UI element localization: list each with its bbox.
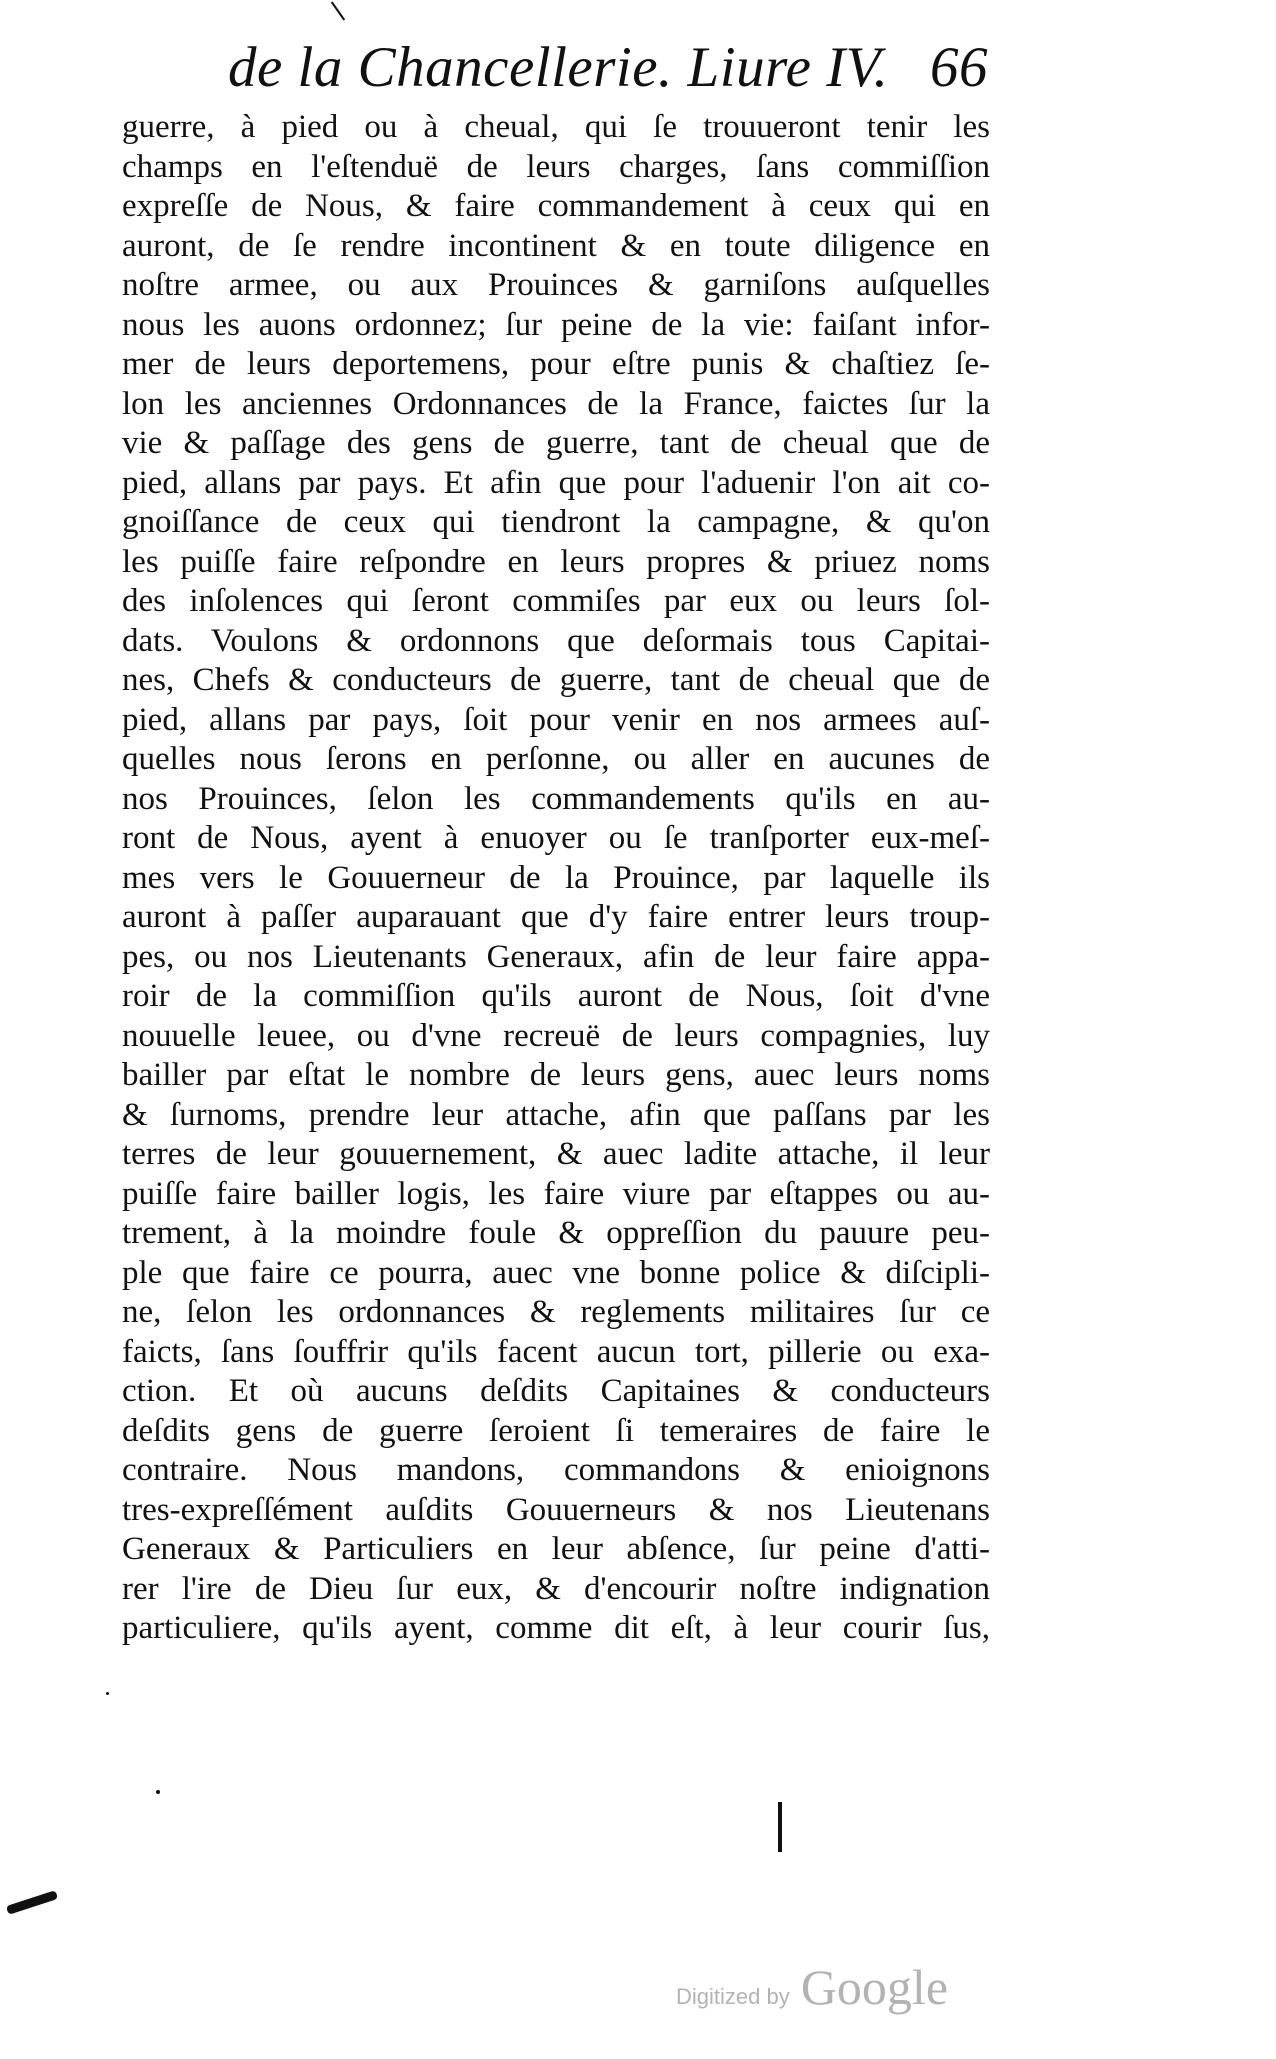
text-line: nouuelle leuee, ou d'vne recreuë de leurs compagnies, luy <box>122 1017 990 1054</box>
watermark-prefix: Digitized by <box>676 1984 790 2009</box>
page-number: 66 <box>930 36 988 99</box>
text-line: les puiſſe faire reſpondre en leurs propres & priuez noms <box>122 543 990 580</box>
text-line: vie & paſſage des gens de guerre, tant de cheual que de <box>122 425 990 461</box>
text-line: gnoiſſance de ceux qui tiendront la campagne, & qu'on <box>122 504 990 540</box>
text-line: pied, allans par pays, ſoit pour venir en nos armees auſ- <box>122 701 990 738</box>
text-line: dats. Voulons & ordonnons que deſormais tous Capitai- <box>122 622 990 659</box>
text-line: guerre, à pied ou à cheual, qui ſe trouueront tenir les <box>122 109 990 145</box>
text-line: pes, ou nos Lieutenants Generaux, afin de leur faire appa- <box>122 938 990 975</box>
text-line: mes vers le Gouuerneur de la Prouince, par laquelle ils <box>122 859 990 896</box>
text-line: Generaux & Particuliers en leur abſence, ſur peine d'atti- <box>122 1531 990 1567</box>
text-line: ction. Et où aucuns deſdits Capitaines & conducteurs <box>122 1373 990 1409</box>
text-line: quelles nous ſerons en perſonne, ou aller en aucunes de <box>122 741 990 777</box>
text-line: auront à paſſer auparauant que d'y faire entrer leurs troup- <box>122 899 990 935</box>
text-line: nous les auons ordonnez; ſur peine de la vie: faiſant infor- <box>122 306 990 343</box>
ink-stroke <box>778 1802 782 1852</box>
text-line: deſdits gens de guerre ſeroient ſi temeraires de faire le <box>122 1412 990 1449</box>
watermark-brand: Google <box>800 1959 949 2015</box>
text-line: tres-expreſſément auſdits Gouuerneurs & nos Lieutenans <box>122 1491 990 1528</box>
text-line: rer l'ire de Dieu ſur eux, & d'encourir noſtre indignation <box>122 1570 990 1607</box>
text-line: auront, de ſe rendre incontinent & en toute diligence en <box>122 227 990 264</box>
text-line: bailler par eſtat le nombre de leurs gens, auec leurs noms <box>122 1057 990 1093</box>
text-line: & ſurnoms, prendre leur attache, afin que paſſans par les <box>122 1096 990 1133</box>
ink-stroke <box>6 1890 58 1915</box>
body-text <box>122 108 990 1649</box>
running-header <box>228 28 988 108</box>
text-line: terres de leur gouuernement, & auec ladite attache, il leur <box>122 1136 990 1172</box>
text-line: ne, ſelon les ordonnances & reglements militaires ſur ce <box>122 1294 990 1330</box>
text-line: trement, à la moindre foule & oppreſſion du pauure peu- <box>122 1215 990 1251</box>
text-line: nes, Chefs & conducteurs de guerre, tant de cheual que de <box>122 662 990 698</box>
text-line: lon les anciennes Ordonnances de la France, faictes ſur la <box>122 385 990 422</box>
text-line: roir de la commiſſion qu'ils auront de Nous, ſoit d'vne <box>122 978 990 1014</box>
ink-speck <box>156 1790 160 1794</box>
ink-speck <box>106 1692 109 1695</box>
text-line: nos Prouinces, ſelon les commandements qu'ils en au- <box>122 780 990 817</box>
text-line: faicts, ſans ſouffrir qu'ils facent aucun tort, pillerie ou exa- <box>122 1333 990 1370</box>
text-line: noſtre armee, ou aux Prouinces & garniſons auſquelles <box>122 267 990 303</box>
text-line: pied, allans par pays. Et afin que pour l'aduenir l'on ait co- <box>122 464 990 501</box>
digitization-watermark <box>676 1958 1016 2018</box>
text-line: particuliere, qu'ils ayent, comme dit eſt, à leur courir ſus, <box>122 1610 990 1646</box>
text-line: ple que faire ce pourra, auec vne bonne police & diſcipli- <box>122 1254 990 1291</box>
text-line: mer de leurs deportemens, pour eſtre punis & chaſtiez ſe- <box>122 346 990 382</box>
text-line: expreſſe de Nous, & faire commandement à ceux qui en <box>122 188 990 224</box>
text-line: champs en l'eſtenduë de leurs charges, ſans commiſſion <box>122 148 990 185</box>
text-line: contraire. Nous mandons, commandons & enioignons <box>122 1452 990 1488</box>
text-line: puiſſe faire bailler logis, les faire viure par eſtappes ou au- <box>122 1175 990 1212</box>
text-line: des inſolences qui ſeront commiſes par eux ou leurs ſol- <box>122 583 990 619</box>
running-title: de la Chancellerie. Liure IV. <box>228 36 889 99</box>
ink-speck <box>331 1 345 20</box>
text-line: ront de Nous, ayent à enuoyer ou ſe tranſporter eux-meſ- <box>122 820 990 856</box>
